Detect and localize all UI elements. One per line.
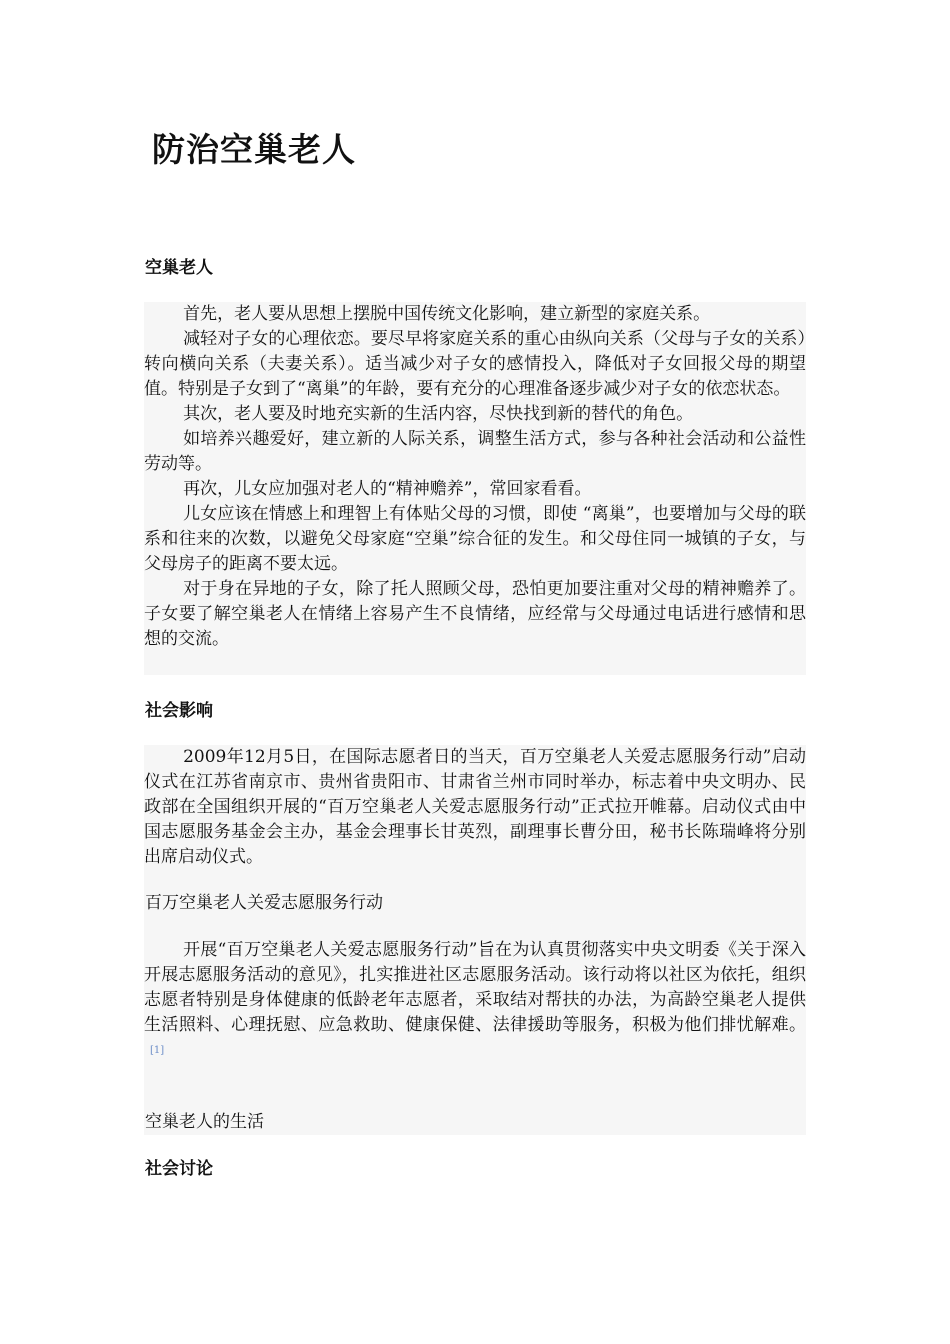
image-caption: 空巢老人的生活	[145, 1112, 264, 1132]
subheading-volunteer-action: 百万空巢老人关爱志愿服务行动	[145, 893, 383, 913]
paragraph: 2009年12月5日，在国际志愿者日的当天，百万空巢老人关爱志愿服务行动”启动仪式在江苏省南京市、贵州省贵阳市、甘肃省兰州市同时举办，标志着中央文明办、民政部在全国组织开展的“百万空巢老人关爱志愿服务行动”正式拉开帷幕。启动仪式由中国志愿服务基金会主办，基金会理事长甘英烈，副理事长曹分田，秘书长陈瑞峰将分别出席启动仪式。	[144, 747, 806, 867]
empty-nest-text-block	[144, 302, 806, 675]
paragraph: 儿女应该在情感上和理智上有体贴父母的习惯，即使 “离巢”，也要增加与父母的联系和往来的次数，以避免父母家庭“空巢”综合征的发生。和父母住同一城镇的子女，与父母房子的距离不要太远。	[144, 504, 806, 574]
paragraph: 减轻对子女的心理依恋。要尽早将家庭关系的重心由纵向关系（父母与子女的关系）转向横向关系（夫妻关系）。适当减少对子女的感情投入，降低对子女回报父母的期望值。特别是子女到了“离巢”的年龄，要有充分的心理准备逐步减少对子女的依恋状态。	[144, 329, 806, 399]
paragraph: 首先，老人要从思想上摆脱中国传统文化影响，建立新型的家庭关系。	[183, 304, 711, 324]
volunteer-action-text-block	[144, 938, 806, 1068]
paragraph: 如培养兴趣爱好，建立新的人际关系，调整生活方式，参与各种社会活动和公益性劳动等。	[144, 429, 806, 474]
paragraph: 再次，儿女应加强对老人的“精神赡养”，常回家看看。	[183, 479, 592, 499]
section-heading-empty-nest: 空巢老人	[145, 258, 213, 278]
citation-link[interactable]: [1]	[150, 1045, 165, 1056]
paragraph: 其次，老人要及时地充实新的生活内容，尽快找到新的替代的角色。	[183, 404, 694, 424]
section-heading-social-discussion: 社会讨论	[145, 1159, 213, 1179]
paragraph	[144, 938, 806, 1068]
section-heading-social-impact: 社会影响	[145, 701, 213, 721]
paragraph: 对于身在异地的子女，除了托人照顾父母，恐怕更加要注重对父母的精神赡养了。子女要了解空巢老人在情绪上容易产生不良情绪，应经常与父母通过电话进行感情和思想的交流。	[144, 579, 806, 649]
page-title: 防治空巢老人	[152, 130, 356, 169]
paragraph-text: 开展“百万空巢老人关爱志愿服务行动”旨在为认真贯彻落实中央文明委《关于深入开展志愿服务活动的意见》，扎实推进社区志愿服务活动。该行动将以社区为依托，组织志愿者特别是身体健康的低龄老年志愿者，采取结对帮扶的办法，为高龄空巢老人提供生活照料、心理抚慰、应急救助、健康保健、法律援助等服务，积极为他们排忧解难。	[144, 940, 806, 1035]
